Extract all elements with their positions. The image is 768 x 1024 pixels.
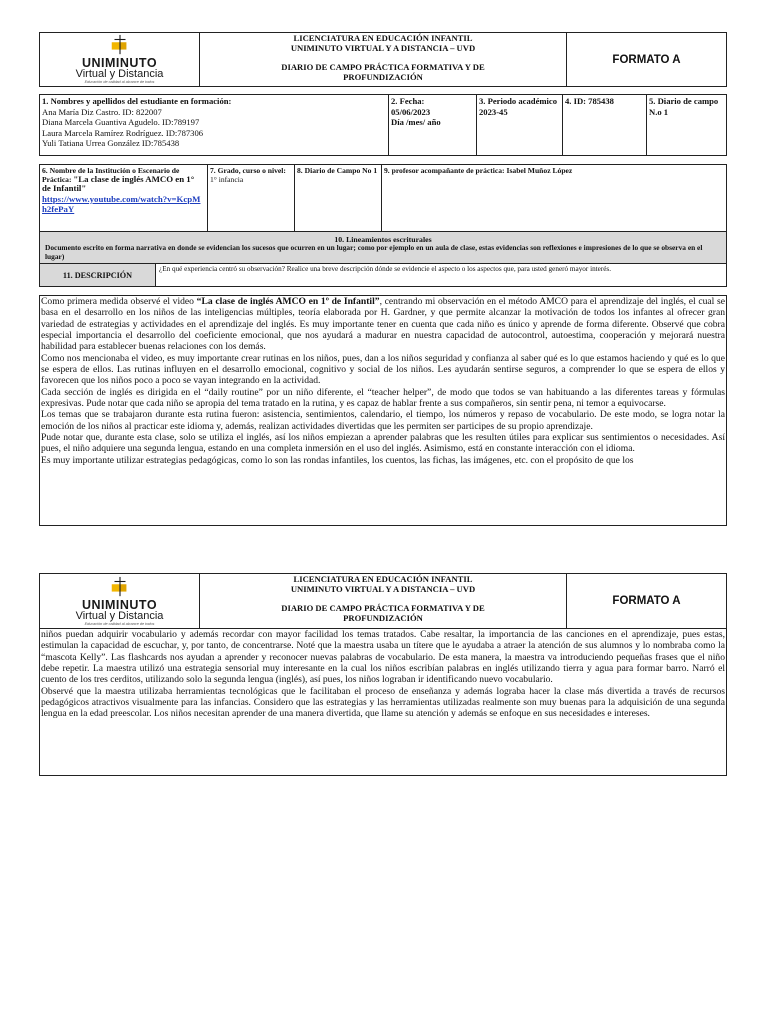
paragraph-start: Como primera medida observé el video xyxy=(41,296,197,307)
doc-title-line-2: PROFUNDIZACIÓN xyxy=(343,72,423,82)
lineamientos-text: Documento escrito en forma narrativa en donde se evidencian los sucesos que ocurren en un lugar; como por ejemplo en un aula de clase, estas evidencias son reflexiones e impresiones de lo que se observa en el lugar) xyxy=(45,243,703,261)
paragraph: Es muy importante utilizar estrategias pedagógicas, como lo son las rondas infantiles, los cuentos, las fichas, las imágenes, etc. con el propósito de que los xyxy=(41,454,634,466)
student-name: Ana María Diz Castro. ID: 822007 xyxy=(42,106,162,117)
student-name: Yuli Tatiana Urrea González ID:785438 xyxy=(42,138,180,149)
doc-title-line-1: DIARIO DE CAMPO PRÁCTICA FORMATIVA Y DE xyxy=(281,62,485,72)
logo-emblem-icon xyxy=(109,576,131,598)
paragraph: Los temas que se trabajaron durante esta rutina fueron: asistencia, sentimientos, calendario, el tiempo, los números y repaso de vocabulario. De este modo, se logra notar la emoción de los niños al practicar este idioma y, además, realizan actividades divertidas que les permiten ser participes de su propio aprendizaje. xyxy=(41,409,725,432)
logo-name: UNIMINUTO xyxy=(81,597,158,612)
formato-label: FORMATO A xyxy=(612,595,681,607)
logo-tagline: Educación de calidad al alcance de todos xyxy=(84,621,155,626)
paragraph xyxy=(41,296,725,353)
logo-subtitle: Virtual y Distancia xyxy=(75,68,164,80)
header-titles xyxy=(200,33,567,86)
video-title: “La clase de inglés AMCO en 1º de Infantil” xyxy=(196,296,380,307)
grado-label: 7. Grado, curso o nivel: xyxy=(210,166,286,175)
institution-cell xyxy=(40,165,208,231)
institution-table xyxy=(39,164,727,232)
student-name: Laura Marcela Ramírez Rodríguez. ID:787306 xyxy=(42,127,204,138)
institution-label: 6. Nombre de la Institución o Escenario de Práctica: xyxy=(42,166,180,185)
lineamientos-block xyxy=(39,232,727,264)
logo-emblem-icon xyxy=(109,34,131,56)
descripcion-label: 11. DESCRIPCIÓN xyxy=(40,264,156,286)
fecha-value: 05/06/2023 xyxy=(391,106,431,117)
id-cell xyxy=(563,95,647,155)
periodo-label: 3. Periodo académico xyxy=(479,96,558,106)
video-link[interactable]: https://www.youtube.com/watch?v=KcpMh2fePaY xyxy=(42,193,201,214)
id-label: 4. ID: 785438 xyxy=(565,96,614,106)
diario-campo-label: 8. Diario de Campo No 1 xyxy=(297,166,378,175)
diario-cell xyxy=(647,95,726,155)
info-table xyxy=(39,94,727,156)
diario-campo-cell xyxy=(295,165,382,231)
page2-header xyxy=(39,573,727,629)
paragraph: Como nos mencionaba el video, es muy importante crear rutinas en los niños, pues, dan a los niños seguridad y confianza al saber qué es lo que estamos haciendo y qué es lo que se espera de ellos. Las rutinas influyen en el desarrollo emocional, cognitivo y social de los niños. Les ayudarán sentirse seguros, a comprender lo que se espera de ellos y favorecen que los niños poco a poco se vayan integrando en la actividad. xyxy=(41,352,725,387)
formato-label: FORMATO A xyxy=(612,53,681,66)
paragraph: Cada sección de inglés es dirigida en el “daily routine” por un niño diferente, el “teacher helper”, de modo que todos se van habituando a las diferentes tareas y fórmulas expresivas. Pude notar que cada niño se apropia del tema tratado en la rutina, y es capaz de hablar frente a sus compañeros, sin sentir pena, ni temor a equivocarse. xyxy=(41,386,725,410)
institution-line-1: LICENCIATURA EN EDUCACIÓN INFANTIL xyxy=(293,574,473,584)
fecha-format: Día /mes/ año xyxy=(391,117,441,128)
institution-line-2: UNIMINUTO VIRTUAL Y A DISTANCIA – UVD xyxy=(290,43,476,53)
logo-name: UNIMINUTO xyxy=(81,56,158,70)
students-cell xyxy=(40,95,389,155)
uniminuto-logo xyxy=(40,574,200,628)
page1-header xyxy=(39,32,727,87)
paragraph: Observé que la maestra utilizaba herramientas tecnológicas que le facilitaban el proceso de enseñanza y además lograba hacer la clase más divertida a través de recursos pedagógicos atractivos visualmente para las infancias. Considero que las estrategias y las herramientas utilizadas realmente son muy buenas para la adquisición de una segunda lengua en la edad preescolar. Los niños necesitan aprender de una manera divertida, que llame su atención y además se enfoque en sus necesidades e intereses. xyxy=(41,685,725,720)
logo-subtitle: Virtual y Distancia xyxy=(75,609,164,622)
institution-value: "La clase de inglés AMCO en 1° de Infantil" xyxy=(42,174,195,194)
description-body-page2 xyxy=(39,629,727,776)
fecha-label: 2. Fecha: xyxy=(391,96,425,106)
grado-cell xyxy=(208,165,295,231)
fecha-cell xyxy=(389,95,477,155)
institution-line-2: UNIMINUTO VIRTUAL Y A DISTANCIA – UVD xyxy=(290,584,476,594)
profesor-cell xyxy=(382,165,726,231)
periodo-cell xyxy=(477,95,563,155)
profesor-label: 9. profesor acompañante de práctica: xyxy=(384,166,505,175)
descripcion-header xyxy=(39,264,727,287)
paragraph-rest: , centrando mi observación en el método AMCO para el aprendizaje del inglés, el cual se basa en el desarrollo en los niños de las inteligencias múltiples, teoría elaborada por H. Gardner, y que permite alcanzar la motivación de todos los infantes al ofrecer gran variedad de estrategias y actividades en el aprendizaje del inglés. Es muy importante tener en cuenta que cada niño es único y aprende de forma diferente. Observé que cobra especial importancia el desarrollo del coeficiente emocional, que nos ayudará a madurar en nuestra capacidad de autocontrol, autoestima, cooperación y mejorará nuestra habilidad para establecer buenas relaciones con los demás. xyxy=(41,296,725,353)
header-titles xyxy=(200,574,567,628)
institution-line-1: LICENCIATURA EN EDUCACIÓN INFANTIL xyxy=(293,33,473,43)
diario-label: 5. Diario de campo N.o 1 xyxy=(649,96,719,117)
lineamientos-title: 10. Lineamientos escriturales xyxy=(334,235,432,244)
paragraph: niños puedan adquirir vocabulario y además recordar con mayor facilidad los temas tratados. Cabe resaltar, la importancia de las canciones en el aprendizaje, pues estas, estimulan la capacidad de escuchar, y, por tanto, de concentrarse. Noté que la maestra usaba un títere que le ayudaba a atraer la atención de sus alumnos y lo nombraba como la “mascota Kelly”. Las flashcards nos ayudan a aprender y reconocer nuevas palabras de vocabulario. De esta manera, la maestra va introduciendo pequeñas frases que el niño debe repetir. La maestra utilizó una estrategia sensorial muy interesante en la cual los niños escribían palabras en inglés utilizando tierra y agua para formar barro. Narró el cuento de los tres cerditos, utilizando solo la segunda lengua (inglés), así pues, los niños lograban ir identificando nuevo vocabulario. xyxy=(41,629,725,686)
doc-title-line-1: DIARIO DE CAMPO PRÁCTICA FORMATIVA Y DE xyxy=(281,603,485,613)
profesor-value: Isabel Muñoz López xyxy=(506,166,573,175)
doc-title-line-2: PROFUNDIZACIÓN xyxy=(343,613,423,623)
grado-value: 1° infancia xyxy=(210,175,244,185)
logo-tagline: Educación de calidad al alcance de todos xyxy=(84,80,155,84)
student-name: Diana Marcela Guantiva Agudelo. ID:789197 xyxy=(42,117,200,128)
description-body-page1 xyxy=(39,295,727,526)
uniminuto-logo xyxy=(40,33,200,86)
paragraph: Pude notar que, durante esta clase, solo se utiliza el inglés, así los niños empiezan a aprender palabras que les resulten útiles para explicar sus sentimientos o necesidades. Así pues, el niño adquiere una segunda lengua, estando en una completa inmersión en el uso del inglés. Asimismo, está en constante interacción con el idioma. xyxy=(41,432,725,455)
descripcion-prompt: ¿En qué experiencia centró su observación? Realice una breve descripción dónde se evidencie el aspecto o los aspectos que, para usted generó mayor interés. xyxy=(159,265,612,273)
students-label: 1. Nombres y apellidos del estudiante en formación: xyxy=(42,96,232,106)
periodo-value: 2023-45 xyxy=(479,106,508,117)
